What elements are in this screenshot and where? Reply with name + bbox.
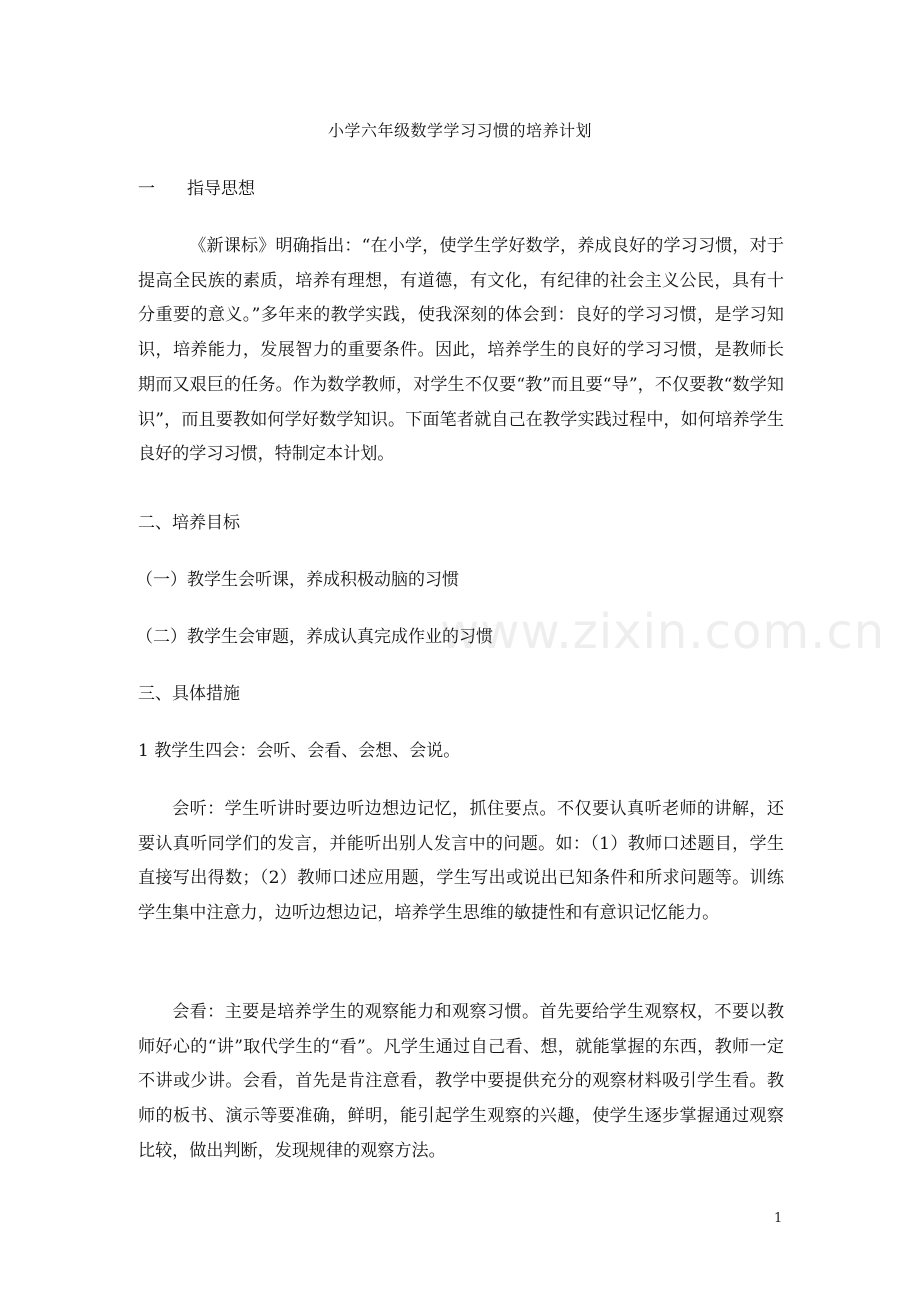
measure-item-1: 1 教学生四会：会听、会看、会想、会说。 — [138, 741, 461, 761]
watermark: www.zixin.com.cn — [440, 604, 886, 660]
section-3-heading: 三、具体措施 — [138, 684, 240, 704]
paragraph-listening: 会听：学生听讲时要边听边想边记忆，抓住要点。不仅要认真听老师的讲解，还要认真听同学们的发言，并能听出别人发言中的问题。如：（1）教师口述题目，学生直接写出得数；（2）教师口述应用题，学生写出或说出已知条件和所求问题等。训练学生集中注意力，边听边想边记，培养学生思维的敏捷性和有意识记忆能力。 — [138, 799, 784, 924]
goal-2: （二）教学生会审题，养成认真完成作业的习惯 — [136, 627, 493, 647]
paragraph-looking: 会看：主要是培养学生的观察能力和观察习惯。首先要给学生观察权，不要以教师好心的“讲”取代学生的“看”。凡学生通过自己看、想，就能掌握的东西，教师一定不讲或少讲。会看，首先是肯注意看，教学中要提供充分的观察材料吸引学生看。教师的板书、演示等要准确，鲜明，能引起学生观察的兴趣，使学生逐步掌握通过观察比较，做出判断，发现规律的观察方法。 — [138, 1002, 784, 1161]
paragraph-curriculum-standard: 《新课标》明确指出：“在小学，使学生学好数学，养成良好的学习习惯，对于提高全民族的素质，培养有理想，有道德，有文化，有纪律的社会主义公民，具有十分重要的意义。”多年来的教学实践，使我深刻的体会到：良好的学习习惯，是学习知识，培养能力，发展智力的重要条件。因此，培养学生的良好的学习习惯，是教师长期而又艰巨的任务。作为数学教师，对学生不仅要“教”而且要“导”，不仅要教“数学知识”，而且要教如何学好数学知识。下面笔者就自己在教学实践过程中，如何培养学生良好的学习习惯，特制定本计划。 — [138, 236, 784, 465]
section-1-heading: 指导思想 — [187, 179, 255, 199]
document-title: 小学六年级数学学习习惯的培养计划 — [327, 121, 592, 140]
section-2-heading: 二、培养目标 — [138, 513, 240, 533]
goal-1: （一）教学生会听课，养成积极动脑的习惯 — [136, 570, 459, 590]
page-number: 1 — [774, 1211, 783, 1226]
section-1-number: 一 — [138, 179, 155, 199]
